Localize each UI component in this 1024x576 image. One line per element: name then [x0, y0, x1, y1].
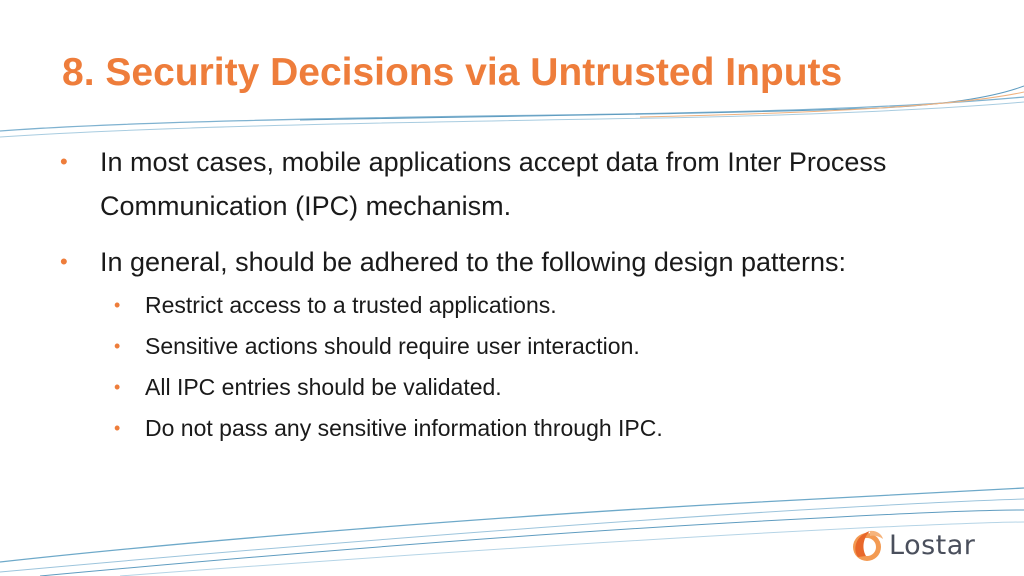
bullet-list: [60, 140, 980, 449]
sub-bullet-text: Sensitive actions should require user interaction.: [145, 333, 640, 359]
lostar-logo: [848, 526, 988, 566]
sub-bullet-text: Restrict access to a trusted applications.: [145, 292, 557, 318]
sub-bullet-marker: •: [114, 295, 121, 315]
sub-bullet-marker: •: [114, 418, 121, 438]
sub-bullet-text: All IPC entries should be validated.: [145, 374, 502, 400]
sub-bullet-item: [100, 285, 980, 326]
lostar-logo-icon: [848, 527, 886, 565]
bullet-marker: •: [60, 149, 68, 174]
bullet-text: In most cases, mobile applications accept data from Inter Process Communication (IPC) mechanism.: [100, 147, 887, 221]
sub-bullet-item: [100, 367, 980, 408]
sub-bullet-marker: •: [114, 336, 121, 356]
bullet-text: In general, should be adhered to the following design patterns:: [100, 247, 847, 277]
bullet-item: [60, 240, 980, 449]
sub-bullet-text: Do not pass any sensitive information through IPC.: [145, 415, 663, 441]
bullet-marker: •: [60, 249, 68, 274]
bullet-item: [60, 140, 980, 228]
logo-wordmark: Lostar: [889, 530, 976, 561]
sub-bullet-item: [100, 408, 980, 449]
slide-title: 8. Security Decisions via Untrusted Inputs: [62, 51, 843, 94]
sub-bullet-list: [100, 285, 980, 449]
sub-bullet-item: [100, 326, 980, 367]
sub-bullet-marker: •: [114, 377, 121, 397]
